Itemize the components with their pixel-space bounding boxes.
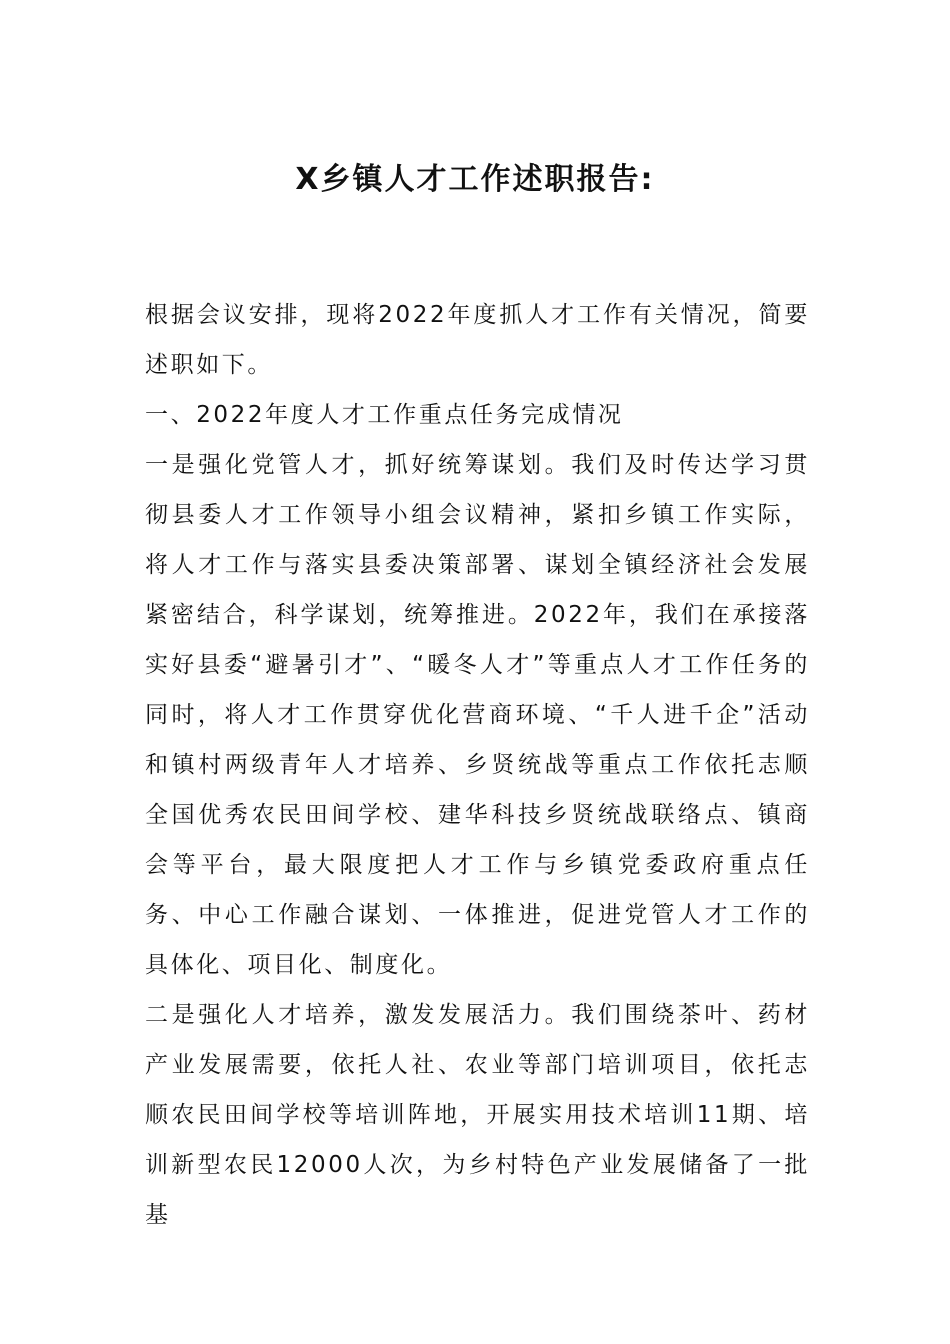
document-title: X乡镇人才工作述职报告: (295, 162, 655, 197)
paragraph-point-1: 一是强化党管人才，抓好统筹谋划。我们及时传达学习贯彻县委人才工作领导小组会议精神，紧扣乡镇工作实际，将人才工作与落实县委决策部署、谋划全镇经济社会发展紧密结合，科学谋划，统筹推进。2022年，我们在承接落实好县委“避暑引才”、“暖冬人才”等重点人才工作任务的同时，将人才工作贯穿优化营商环境、“千人进千企”活动和镇村两级青年人才培养、乡贤统战等重点工作依托志顺全国优秀农民田间学校、建华科技乡贤统战联络点、镇商会等平台，最大限度把人才工作与乡镇党委政府重点任务、中心工作融合谋划、一体推进，促进党管人才工作的具体化、项目化、制度化。 (145, 452, 810, 978)
section-heading-1: 一、2022年度人才工作重点任务完成情况 (145, 402, 624, 428)
paragraph-point-2: 二是强化人才培养，激发发展活力。我们围绕茶叶、药材产业发展需要，依托人社、农业等部门培训项目，依托志顺农民田间学校等培训阵地，开展实用技术培训11期、培训新型农民12000人次，为乡村特色产业发展储备了一批基 (145, 1002, 810, 1228)
document-body (145, 290, 810, 1240)
paragraph-intro: 根据会议安排，现将2022年度抓人才工作有关情况，简要述职如下。 (145, 302, 810, 378)
